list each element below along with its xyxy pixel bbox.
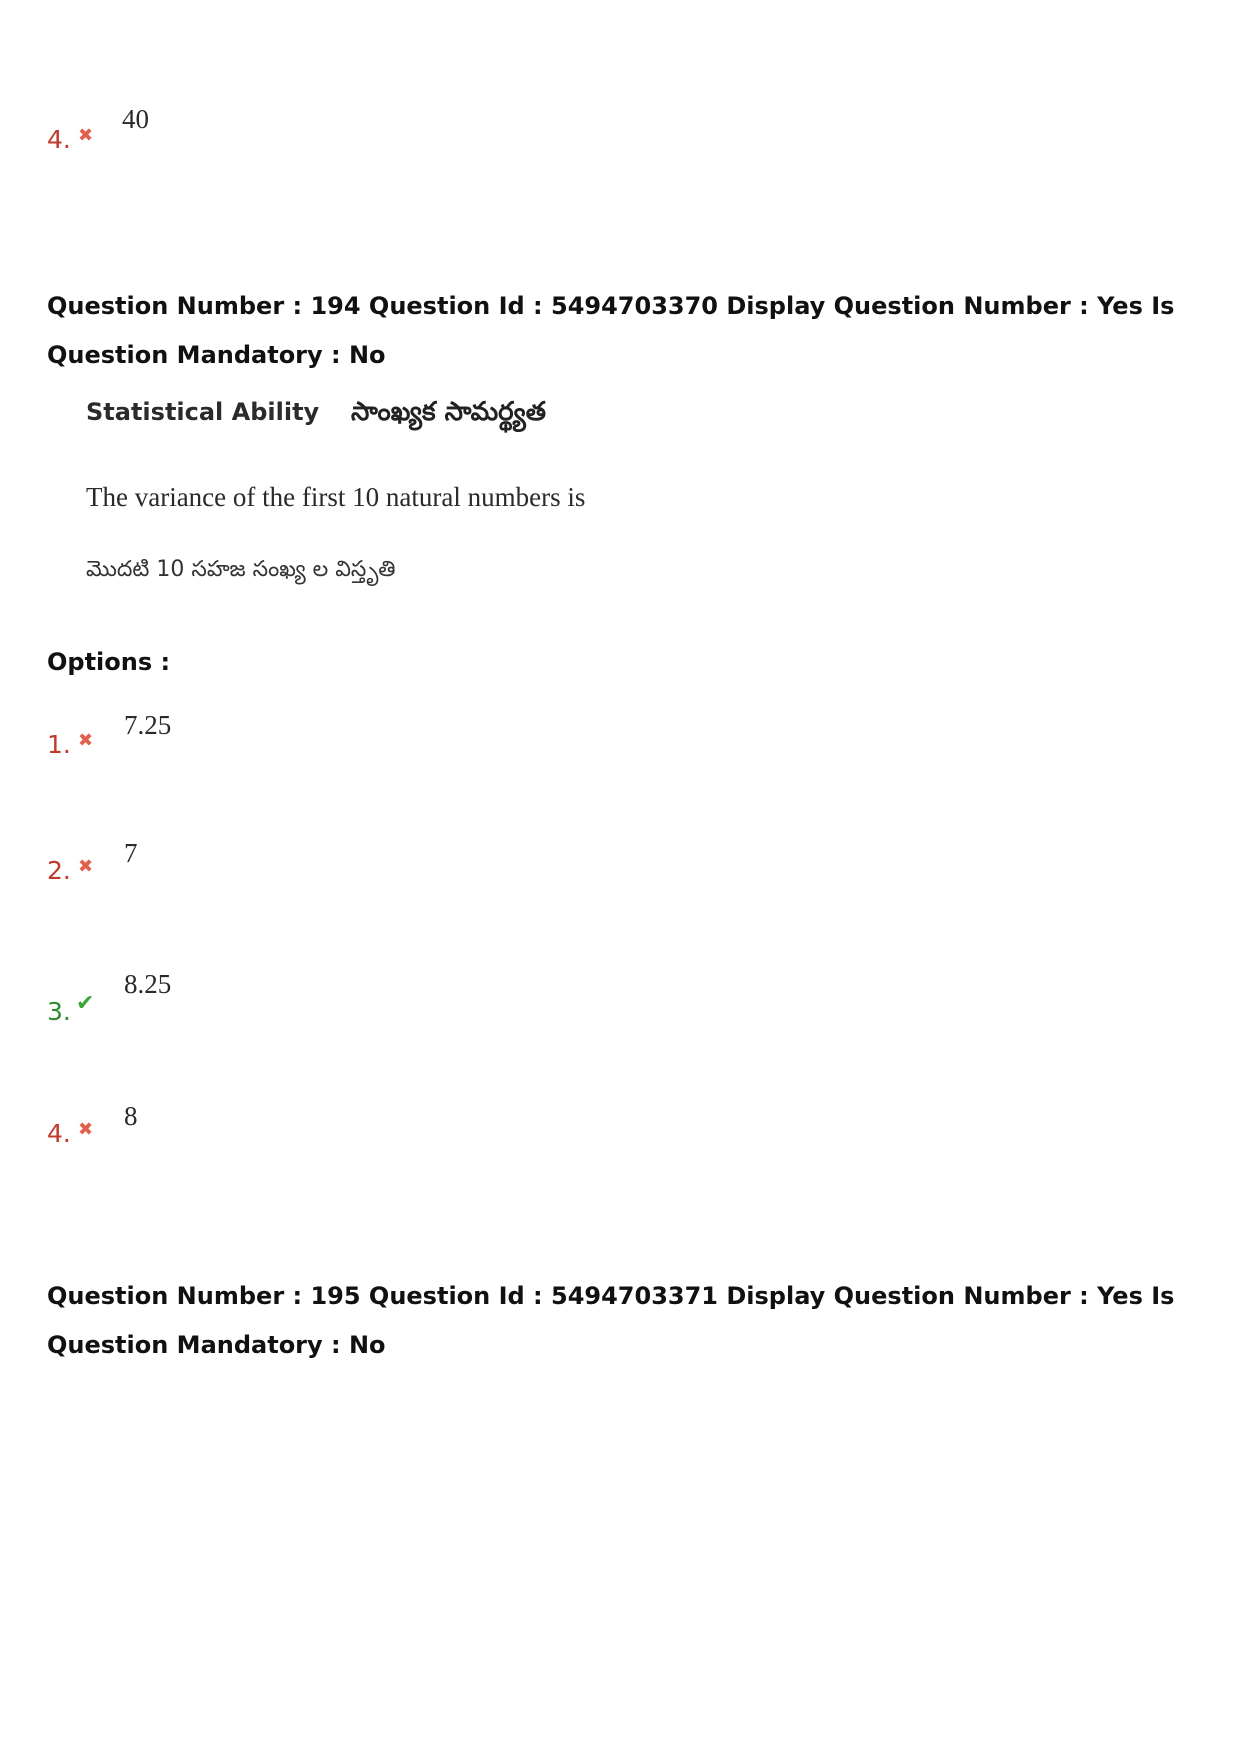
option-number: 2. xyxy=(47,856,71,885)
option-number: 1. xyxy=(47,730,71,759)
wrong-cross-icon: ✖ xyxy=(78,125,94,146)
wrong-cross-icon: ✖ xyxy=(78,1119,94,1140)
question-text-english: The variance of the first 10 natural numbers is xyxy=(86,482,586,512)
option-number: 4. xyxy=(47,1119,71,1148)
option-value: 40 xyxy=(122,104,149,134)
option-number: 3. xyxy=(47,997,71,1026)
option-value: 8 xyxy=(124,1101,138,1131)
options-label: Options : xyxy=(47,648,171,676)
option-value: 8.25 xyxy=(124,969,172,999)
subject-label-english: Statistical Ability xyxy=(86,398,320,426)
correct-check-icon: ✔ xyxy=(76,991,95,1016)
subject-label-telugu: సాంఖ్యక సామర్థ్యత xyxy=(351,397,546,427)
wrong-cross-icon: ✖ xyxy=(78,856,94,877)
option-value: 7.25 xyxy=(124,710,172,740)
option-number: 4. xyxy=(47,125,71,154)
option-value: 7 xyxy=(124,838,138,868)
question-header: Question Number : 194 Question Id : 5494703370 Display Question Number : Yes Is Question Mandatory : No xyxy=(47,292,1175,369)
question-header: Question Number : 195 Question Id : 5494703371 Display Question Number : Yes Is Question Mandatory : No xyxy=(47,1282,1175,1359)
question-text-telugu: మొదటి 10 సహజ సంఖ్య ల విస్తృతి xyxy=(86,557,396,582)
wrong-cross-icon: ✖ xyxy=(78,730,94,751)
